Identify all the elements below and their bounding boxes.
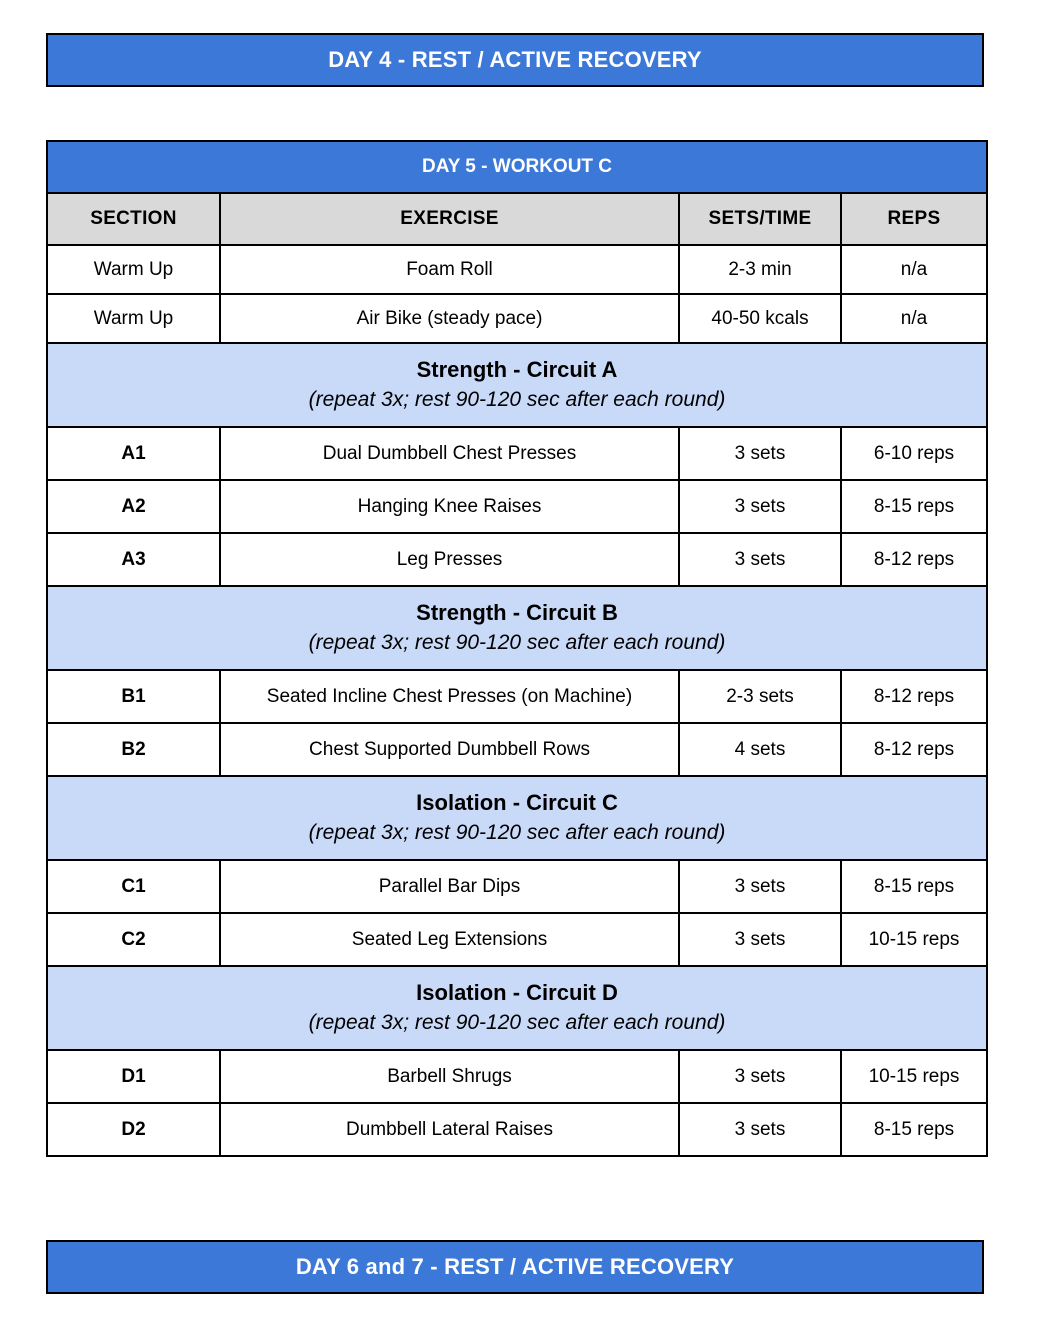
header-sets-time: SETS/TIME	[679, 193, 841, 245]
circuit-header-row	[47, 343, 987, 427]
circuit-title: Strength - Circuit B	[416, 600, 618, 625]
circuit-title: Isolation - Circuit C	[416, 790, 618, 815]
exercise-name: Dumbbell Lateral Raises	[220, 1103, 679, 1156]
exercise-sets: 3 sets	[679, 1050, 841, 1103]
exercise-reps: 8-12 reps	[841, 533, 987, 586]
exercise-name: Parallel Bar Dips	[220, 860, 679, 913]
circuit-title: Strength - Circuit A	[416, 357, 618, 382]
exercise-code: B1	[47, 670, 220, 723]
exercise-code: C1	[47, 860, 220, 913]
circuit-header	[47, 776, 987, 860]
circuit-header	[47, 343, 987, 427]
exercise-row	[47, 860, 987, 913]
exercise-reps: 8-15 reps	[841, 480, 987, 533]
header-reps: REPS	[841, 193, 987, 245]
circuit-title: Isolation - Circuit D	[416, 980, 618, 1005]
exercise-sets: 3 sets	[679, 427, 841, 480]
exercise-name: Dual Dumbbell Chest Presses	[220, 427, 679, 480]
exercise-name: Seated Leg Extensions	[220, 913, 679, 966]
warmup-row	[47, 294, 987, 343]
day4-rest-banner	[46, 33, 984, 87]
exercise-row	[47, 913, 987, 966]
exercise-reps: 8-12 reps	[841, 670, 987, 723]
exercise-reps: 10-15 reps	[841, 1050, 987, 1103]
exercise-name: Leg Presses	[220, 533, 679, 586]
exercise-sets: 3 sets	[679, 860, 841, 913]
exercise-row	[47, 427, 987, 480]
header-exercise: EXERCISE	[220, 193, 679, 245]
table-title: DAY 5 - WORKOUT C	[47, 141, 987, 193]
warmup-exercise: Air Bike (steady pace)	[220, 294, 679, 343]
warmup-section: Warm Up	[47, 294, 220, 343]
exercise-sets: 3 sets	[679, 1103, 841, 1156]
circuit-note: (repeat 3x; rest 90-120 sec after each round)	[308, 388, 726, 411]
exercise-reps: 8-12 reps	[841, 723, 987, 776]
exercise-row	[47, 480, 987, 533]
header-section: SECTION	[47, 193, 220, 245]
circuit-header	[47, 586, 987, 670]
exercise-row	[47, 1103, 987, 1156]
exercise-code: A3	[47, 533, 220, 586]
warmup-section: Warm Up	[47, 245, 220, 294]
circuit-header-row	[47, 586, 987, 670]
exercise-code: D1	[47, 1050, 220, 1103]
exercise-sets: 3 sets	[679, 533, 841, 586]
table-title-row	[47, 141, 987, 193]
warmup-reps: n/a	[841, 245, 987, 294]
warmup-sets: 2-3 min	[679, 245, 841, 294]
circuit-note: (repeat 3x; rest 90-120 sec after each round)	[308, 1011, 726, 1034]
exercise-name: Seated Incline Chest Presses (on Machine)	[220, 670, 679, 723]
exercise-row	[47, 1050, 987, 1103]
circuit-header-row	[47, 966, 987, 1050]
exercise-reps: 10-15 reps	[841, 913, 987, 966]
day4-banner-text: DAY 4 - REST / ACTIVE RECOVERY	[328, 47, 702, 72]
warmup-row	[47, 245, 987, 294]
circuit-header-row	[47, 776, 987, 860]
warmup-sets: 40-50 kcals	[679, 294, 841, 343]
warmup-exercise: Foam Roll	[220, 245, 679, 294]
exercise-code: D2	[47, 1103, 220, 1156]
exercise-row	[47, 533, 987, 586]
exercise-sets: 3 sets	[679, 913, 841, 966]
exercise-row	[47, 723, 987, 776]
exercise-name: Barbell Shrugs	[220, 1050, 679, 1103]
circuit-header	[47, 966, 987, 1050]
table-header-row	[47, 193, 987, 245]
exercise-sets: 3 sets	[679, 480, 841, 533]
day67-rest-banner	[46, 1240, 984, 1294]
day5-workout-table	[46, 140, 988, 1157]
exercise-name: Hanging Knee Raises	[220, 480, 679, 533]
exercise-reps: 8-15 reps	[841, 860, 987, 913]
exercise-name: Chest Supported Dumbbell Rows	[220, 723, 679, 776]
exercise-code: A2	[47, 480, 220, 533]
circuit-note: (repeat 3x; rest 90-120 sec after each round)	[308, 631, 726, 654]
exercise-code: A1	[47, 427, 220, 480]
circuit-note: (repeat 3x; rest 90-120 sec after each round)	[308, 821, 726, 844]
exercise-row	[47, 670, 987, 723]
exercise-sets: 2-3 sets	[679, 670, 841, 723]
day67-banner-text: DAY 6 and 7 - REST / ACTIVE RECOVERY	[295, 1254, 735, 1279]
warmup-reps: n/a	[841, 294, 987, 343]
exercise-reps: 6-10 reps	[841, 427, 987, 480]
exercise-sets: 4 sets	[679, 723, 841, 776]
exercise-code: B2	[47, 723, 220, 776]
exercise-reps: 8-15 reps	[841, 1103, 987, 1156]
exercise-code: C2	[47, 913, 220, 966]
